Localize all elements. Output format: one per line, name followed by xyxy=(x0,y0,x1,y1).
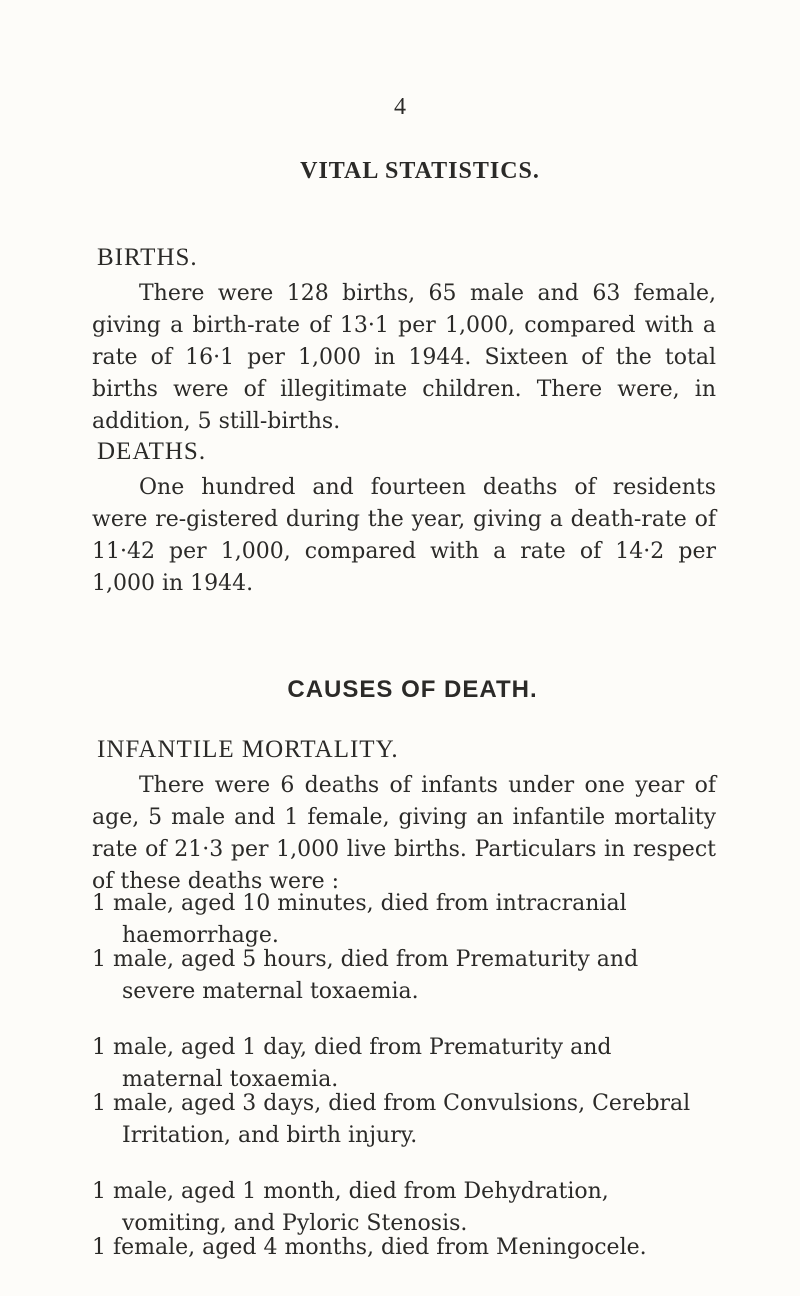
infant-death-item: 1 male, aged 3 days, died from Convulsions, Cerebral Irritation, and birth injury. xyxy=(92,1091,691,1148)
infant-death-item: 1 male, aged 5 hours, died from Prematurity and severe maternal toxaemia. xyxy=(92,947,639,1004)
infantile-paragraph: There were 6 deaths of infants under one year of age, 5 male and 1 female, giving an infantile mortality rate of 21·3 per 1,000 live births. Particulars in respect of these deaths were : xyxy=(92,773,716,894)
infant-death-item: 1 male, aged 1 day, died from Prematurity and maternal toxaemia. xyxy=(92,1035,612,1092)
births-heading: BIRTHS. xyxy=(97,244,198,271)
deaths-heading: DEATHS. xyxy=(97,438,207,465)
infant-death-item: 1 male, aged 10 minutes, died from intracranial haemorrhage. xyxy=(92,891,627,948)
infant-death-item: 1 female, aged 4 months, died from Meningocele. xyxy=(92,1235,647,1260)
births-paragraph: There were 128 births, 65 male and 63 female, giving a birth-rate of 13·1 per 1,000, compared with a rate of 16·1 per 1,000 in 1944. Sixteen of the total births were of illegitimate children. There were, in addition, 5 still-births. xyxy=(92,281,716,434)
infantile-mortality-heading: INFANTILE MORTALITY. xyxy=(97,736,399,763)
page-number: 4 xyxy=(394,94,406,120)
deaths-paragraph: One hundred and fourteen deaths of residents were re-gistered during the year, giving a death-rate of 11·42 per 1,000, compared with a rate of 14·2 per 1,000 in 1944. xyxy=(92,475,716,596)
infant-death-item: 1 male, aged 1 month, died from Dehydration, vomiting, and Pyloric Stenosis. xyxy=(92,1179,609,1236)
causes-of-death-heading: CAUSES OF DEATH. xyxy=(287,676,538,703)
page-title: VITAL STATISTICS. xyxy=(300,158,540,184)
